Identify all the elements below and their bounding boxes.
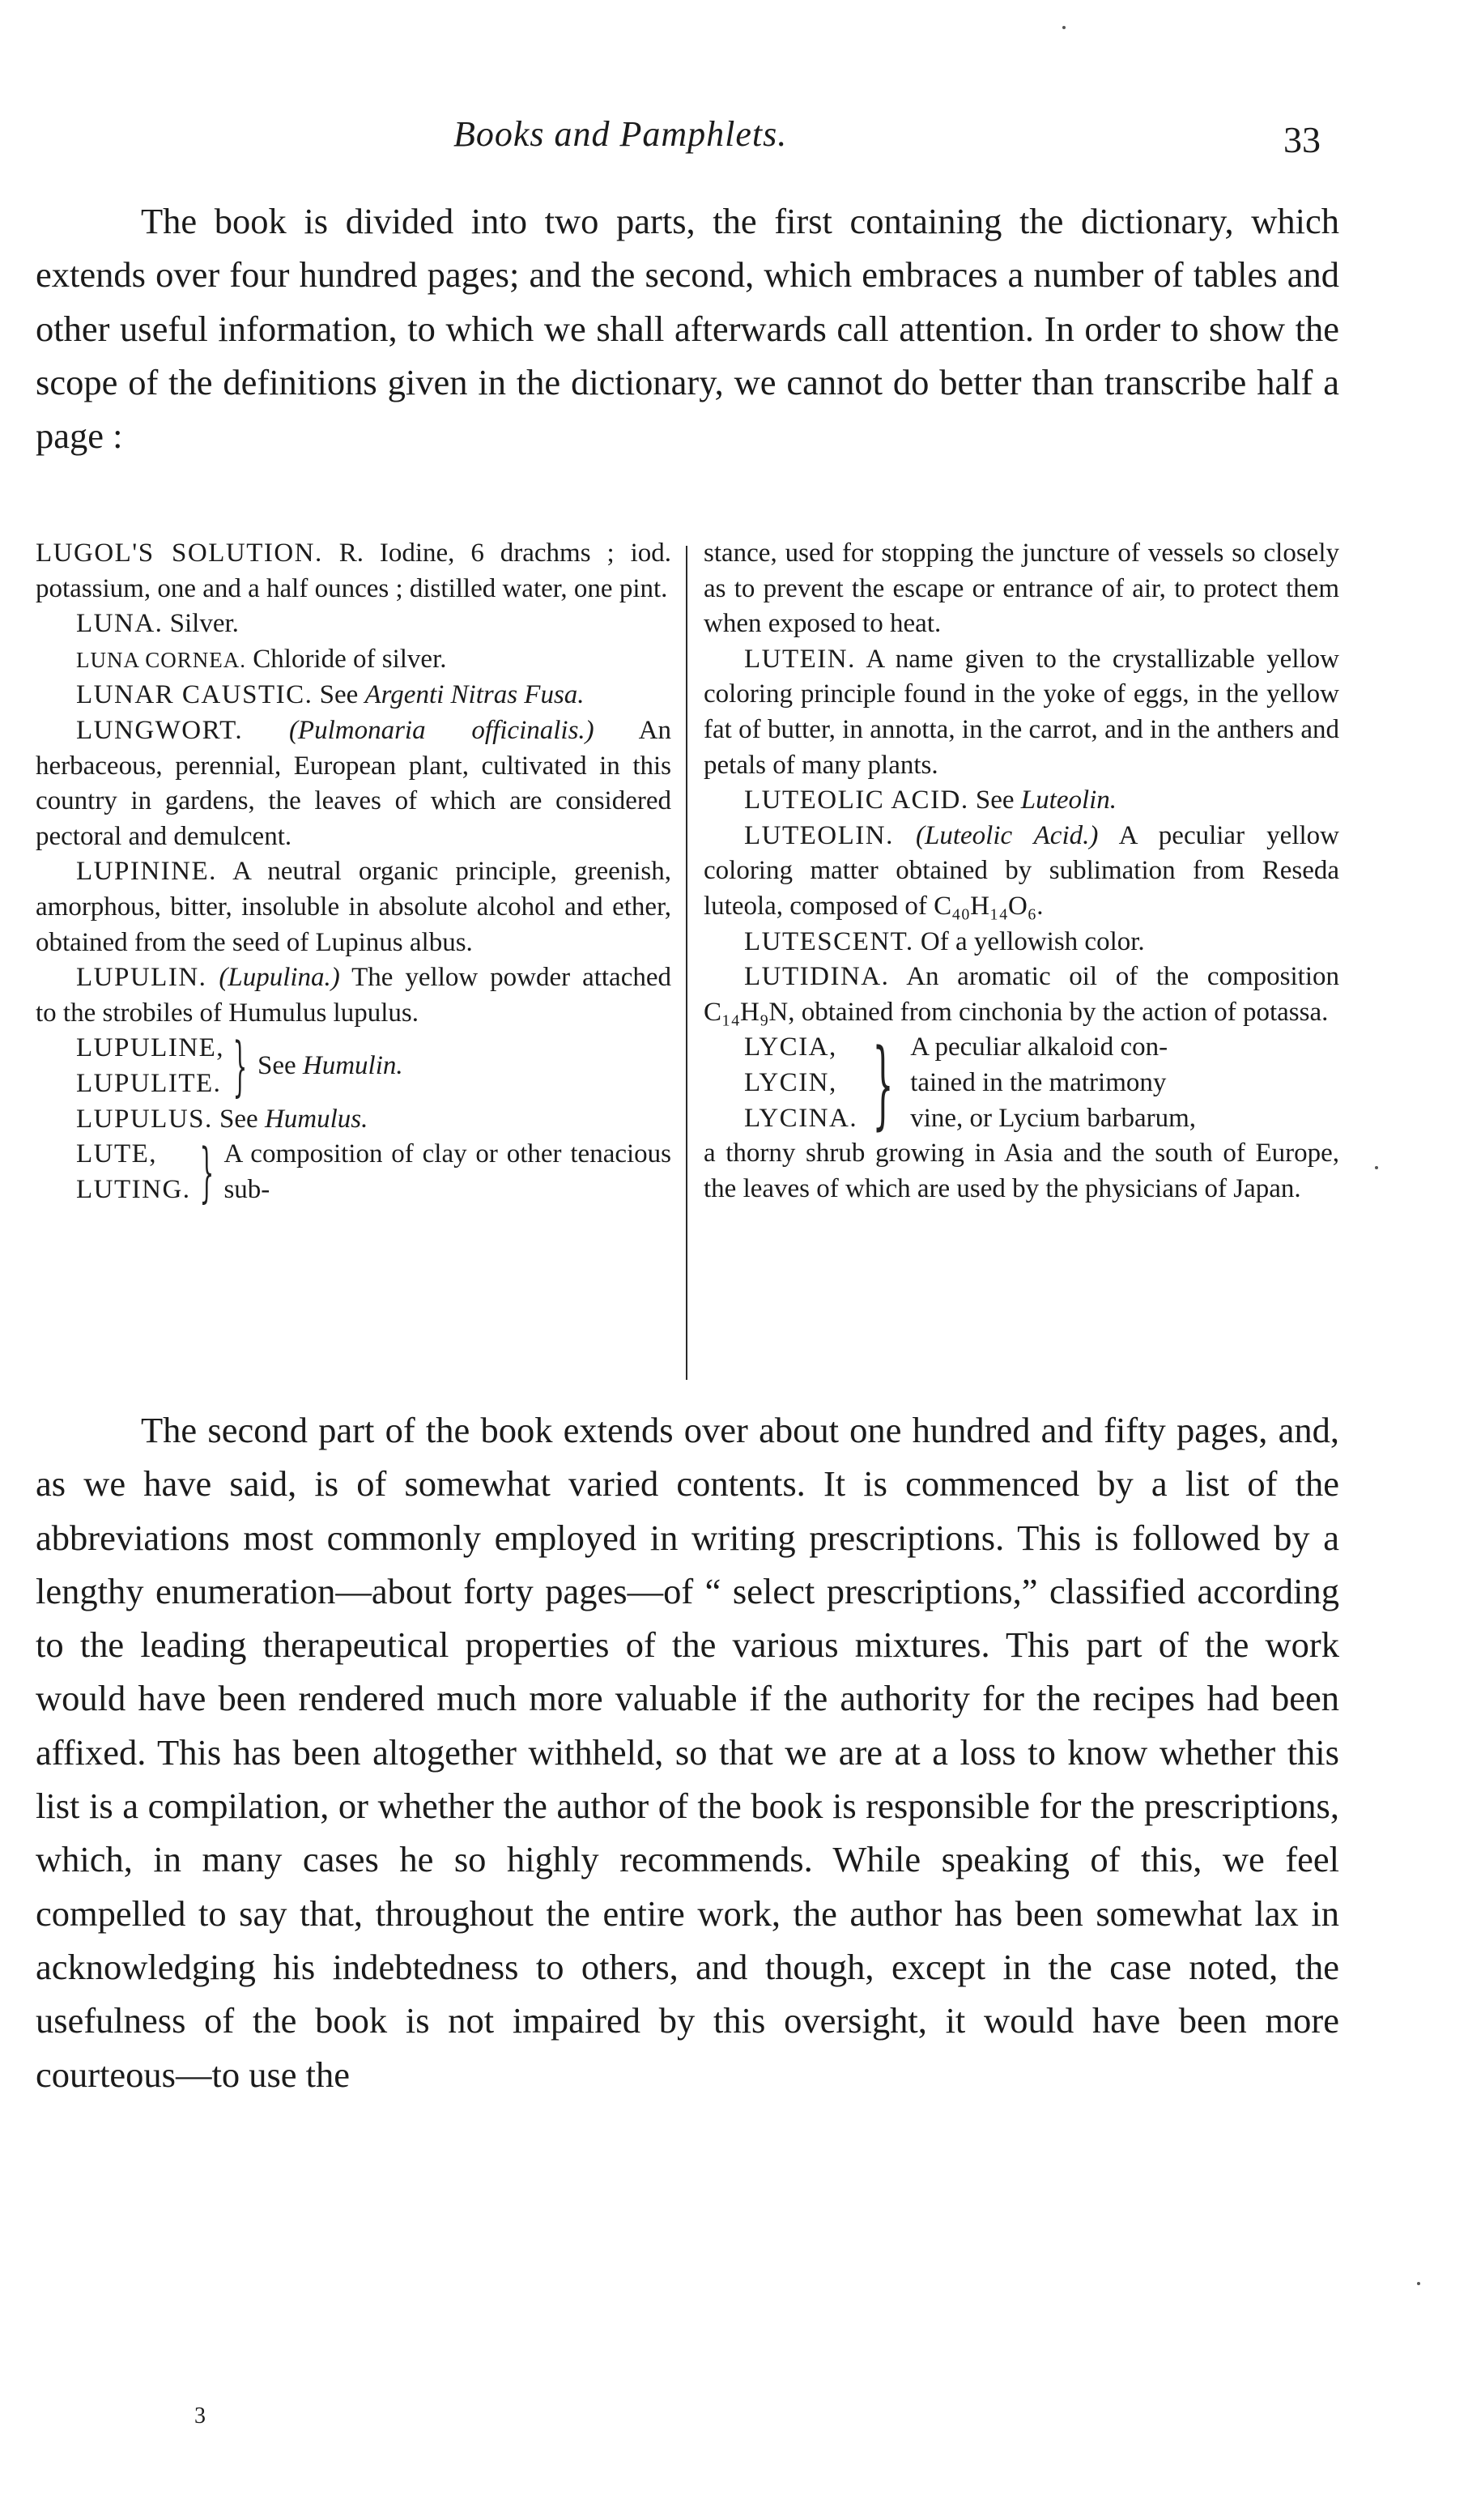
headword: LUPULINE, [76, 1033, 225, 1063]
chemical-formula: C₁₄H₉N, [704, 997, 795, 1027]
intro-paragraph: The book is divided into two parts, the first containing the dictionary, which extends over four hundred pages; and the second, which embraces a number of tables and other useful information, to which we shall afterwards call attention. In order to show the scope of the definitions given in the dictionary, we cannot do better than transcribe half a page : [36, 201, 1339, 457]
dictionary-excerpt [36, 536, 1339, 1386]
headword: LUTESCENT. [744, 926, 914, 956]
paper-speck [1375, 1166, 1378, 1169]
definition: R. Iodine, 6 drachms ; iod. potassium, one and a half ounces ; distilled water, one pint. [36, 538, 671, 603]
see-label: See [313, 680, 365, 710]
headword: LUPININE. [76, 857, 217, 887]
definition [910, 1030, 1339, 1136]
dictionary-column-right [704, 536, 1339, 1207]
entry-group-lycia [704, 1027, 1339, 1139]
entry-lupinine [36, 854, 671, 960]
definition: obtained from cinchonia by the action of potassa. [794, 997, 1329, 1027]
headword: LUPULIN. [76, 963, 207, 993]
definition: An herbaceous, perennial, European plant, cultivated in this country in gardens, the leaves of which are considered pectoral and demulcent. [36, 715, 672, 851]
column-divider [686, 546, 687, 1380]
entry-luteolin [704, 819, 1339, 925]
definition: Silver. [163, 609, 239, 639]
definition-line: vine, or Lycium barbarum, [910, 1103, 1197, 1133]
paper-speck [1062, 26, 1066, 29]
see-label: See [212, 1104, 265, 1134]
see-label: See [257, 1051, 303, 1081]
entry-group-lute [36, 1134, 671, 1210]
brace-icon: } [232, 1028, 248, 1104]
entry-luna [36, 607, 671, 642]
definition-line: tained in the matrimony [910, 1067, 1167, 1097]
running-title: Books and Pamphlets. [453, 114, 788, 154]
entry-lungwort [36, 713, 671, 854]
entry-lupulin [36, 960, 671, 1031]
definition: The yellow powder attached to the strobiles of Humulus lupulus. [36, 963, 671, 1028]
cross-reference: Humulus. [264, 1104, 368, 1134]
headword: LUNA CORNEA. [76, 647, 247, 672]
headword: LUTEOLIN. [744, 820, 894, 850]
entry-lutein [704, 642, 1339, 783]
brace-icon: } [199, 1134, 214, 1210]
headword: LUTEOLIC ACID. [744, 785, 969, 815]
signature-mark: 3 [194, 2403, 206, 2428]
entry-lunar-caustic [36, 678, 671, 713]
headword: LUTE, [76, 1139, 158, 1169]
headword: LUPULITE. [76, 1068, 222, 1098]
definition: A peculiar yellow coloring matter obtained by sublimation from Reseda luteola, composed of [704, 820, 1339, 921]
cross-reference: Argenti Nitras Fusa. [364, 680, 585, 710]
running-head [0, 113, 1468, 170]
headword: LUNGWORT. [76, 715, 244, 745]
chemical-formula: C₄₀H₁₄O₆. [934, 891, 1044, 921]
definition: An aromatic oil of the composition [889, 962, 1339, 992]
page-number: 33 [1283, 119, 1321, 160]
definition: A name given to the crystallizable yellow coloring principle found in the yoke of eggs, in the yellow fat of butter, in annotta, in the carrot, and in the anthers and petals of many plants. [704, 644, 1339, 780]
cross-reference: Luteolin. [1020, 785, 1117, 815]
definition: A neutral organic principle, greenish, amorphous, bitter, insoluble in absolute alcohol and ether, obtained from the seed of Lupinus albus. [36, 857, 671, 957]
headword: LUNAR CAUSTIC. [76, 680, 313, 710]
definition: Chloride of silver. [246, 644, 447, 674]
headword: LUPULUS. [76, 1104, 213, 1134]
entry-lugols-solution [36, 536, 671, 607]
latin-name: (Luteolic Acid.) [893, 820, 1099, 850]
definition: A composition of clay or other tenacious sub- [223, 1139, 671, 1204]
entry-luna-cornea [36, 642, 671, 679]
entry-luteolic-acid [704, 783, 1339, 819]
headword-group [744, 1030, 857, 1136]
latin-name: (Pulmonaria officinalis.) [243, 715, 594, 745]
headword: LUTING. [76, 1174, 191, 1204]
headword-group [76, 1137, 191, 1207]
entry-lutescent [704, 925, 1339, 960]
paper-speck [1417, 2282, 1420, 2285]
see-label: See [968, 785, 1021, 815]
cross-reference: Humulin. [302, 1051, 403, 1081]
headword: LUGOL'S SOLUTION. [36, 538, 323, 568]
headword-group [76, 1031, 224, 1101]
headword: LUNA. [76, 609, 164, 639]
entry-group-lupuline [36, 1028, 671, 1104]
closing-paragraph: The second part of the book extends over about one hundred and fifty pages, and, as we have said, is of somewhat varied contents. It is commenced by a list of the abbreviations most commonly employed in writing prescriptions. This is followed by a lengthy enumeration—about forty pages—of “ select prescriptions,” classified according to the leading therapeutical properties of the various mixtures. This part of the work would have been rendered much more valuable if the authority for the recipes had been affixed. This has been altogether withheld, so that we are at a loss to know whether this list is a compilation, or whether the author of the book is responsible for the prescriptions, which, in many cases he so highly recommends. While speaking of this, we feel compelled to say that, throughout the entire work, the author has been somewhat lax in acknowledging his indebtedness to others, and though, except in the case noted, the usefulness of the book is not impaired by this oversight, it would have been more courteous—to use the [36, 1410, 1339, 2095]
entry-lupulus [36, 1102, 671, 1138]
headword: LYCIN, [744, 1067, 837, 1097]
definition [257, 1049, 671, 1084]
entry-lute-continued: stance, used for stopping the juncture of vessels so closely as to prevent the escape or entrance of air, to protect them when exposed to heat. [704, 538, 1339, 639]
definition-line: A peculiar alkaloid con- [910, 1032, 1168, 1062]
dictionary-column-left [36, 536, 672, 1210]
headword: LUTIDINA. [744, 962, 890, 992]
brace-icon: } [872, 1027, 894, 1139]
headword: LYCIA, [744, 1032, 837, 1062]
entry-lycia-continued: a thorny shrub growing in Asia and the south of Europe, the leaves of which are used by the physicians of Japan. [704, 1139, 1339, 1203]
latin-name: (Lupulina.) [206, 963, 340, 993]
headword: LYCINA. [744, 1103, 858, 1133]
headword: LUTEIN. [744, 644, 856, 674]
definition: Of a yellowish color. [913, 926, 1145, 956]
entry-lutidina [704, 960, 1339, 1030]
